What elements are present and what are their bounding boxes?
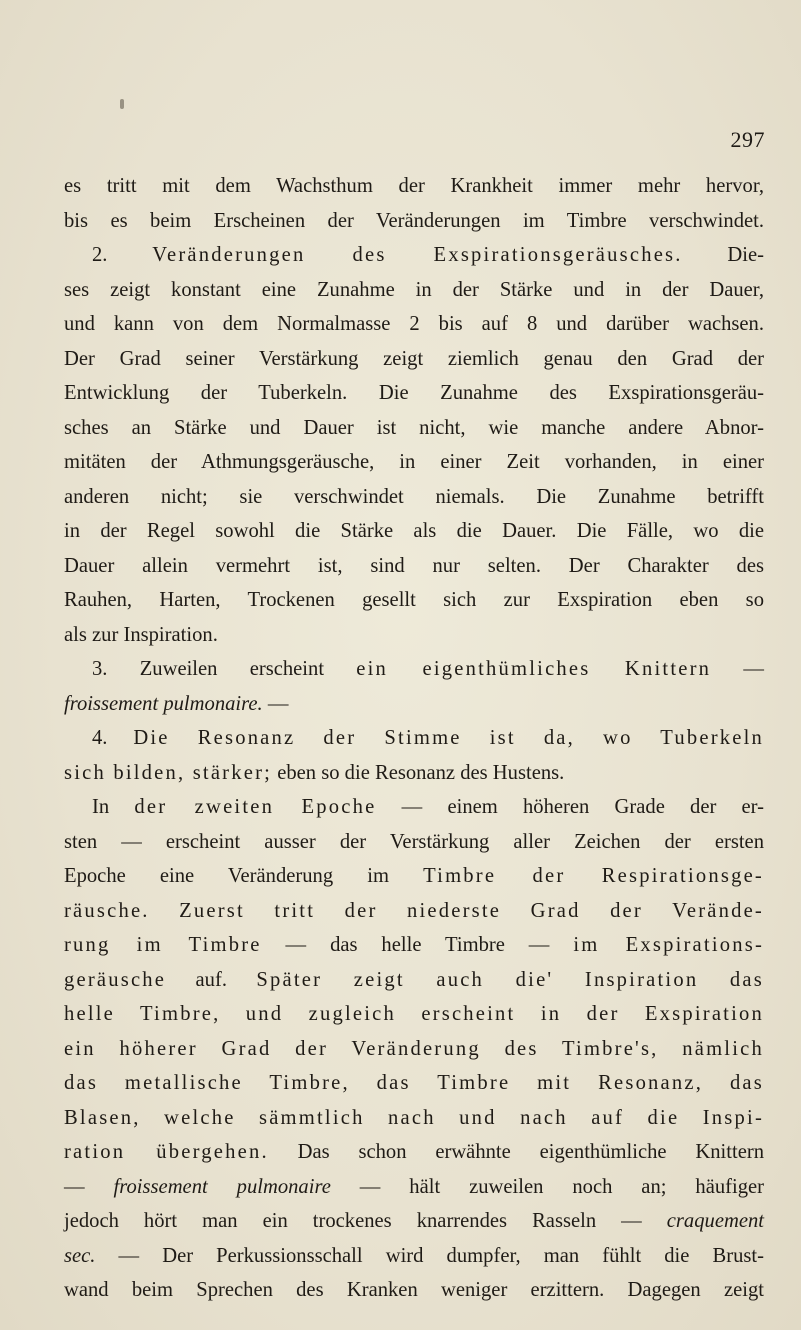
text-run: 2. xyxy=(92,244,153,266)
text-run: — Der Perkussionsschall wird dumpfer, man fühlt die Brust- xyxy=(95,1244,764,1267)
text-run: froissement pulmonaire xyxy=(113,1175,331,1198)
text-run: rung im Timbre xyxy=(64,934,262,956)
text-run: sec. xyxy=(64,1244,96,1267)
text-run: ses zeigt konstant eine Zunahme in der Stärke und in der Dauer, xyxy=(64,278,764,301)
text-line xyxy=(64,825,764,860)
text-run: Die- xyxy=(682,244,765,266)
text-run: eben so die Resonanz des Hustens. xyxy=(272,761,565,784)
text-line xyxy=(64,583,764,618)
text-run: wand beim Sprechen des Kranken weniger erzittern. Dagegen zeigt xyxy=(64,1279,764,1301)
text-line xyxy=(64,894,764,929)
text-run: sten — erscheint ausser der Verstärkung aller Zeichen der ersten xyxy=(64,830,764,853)
text-line xyxy=(64,480,764,515)
text-run: das metallische Timbre, das Timbre mit Resonanz, das xyxy=(64,1072,764,1094)
text-line xyxy=(64,1066,764,1101)
text-line xyxy=(64,169,764,204)
page-number: 297 xyxy=(730,127,765,152)
text-run: geräusche xyxy=(64,968,167,991)
text-run: ein höherer Grad der Veränderung des Timbre's, nämlich xyxy=(64,1037,764,1060)
paper-speck xyxy=(120,99,124,109)
text-run: und kann von dem Normalmasse 2 bis auf 8 und darüber wachsen. xyxy=(64,313,764,335)
text-run: sches an Stärke und Dauer ist nicht, wie manche andere Abnor- xyxy=(64,416,764,439)
text-run: ration übergehen. xyxy=(64,1141,269,1163)
text-run: — einem höheren Grade der er- xyxy=(376,796,764,818)
text-line xyxy=(64,756,764,791)
text-run: 4. xyxy=(92,727,134,749)
text-line xyxy=(64,1239,764,1274)
text-run: auf. xyxy=(166,968,257,991)
text-run: Der Grad seiner Verstärkung zeigt ziemlich genau den Grad der xyxy=(64,347,764,370)
text-line xyxy=(64,652,764,687)
text-line xyxy=(64,204,764,239)
text-line xyxy=(64,514,764,549)
text-line xyxy=(64,928,764,963)
text-run: der zweiten Epoche xyxy=(134,796,377,818)
text-line xyxy=(64,238,764,273)
text-line xyxy=(64,1273,764,1308)
text-line xyxy=(64,445,764,480)
text-run: sich bilden, stärker; xyxy=(64,761,273,784)
text-run: craquement xyxy=(666,1210,764,1232)
text-line xyxy=(64,1135,764,1170)
text-run: — xyxy=(64,1175,114,1198)
text-run: Veränderungen des Exspirationsgeräusches. xyxy=(152,244,683,266)
text-run: froissement pulmonaire. xyxy=(64,692,263,715)
text-run: Dauer allein vermehrt ist, sind nur selten. Der Charakter des xyxy=(64,554,764,577)
text-run: ein eigenthümliches Knittern xyxy=(356,658,712,680)
text-run: — xyxy=(262,692,289,715)
text-run: anderen nicht; sie verschwindet niemals. Die Zunahme betrifft xyxy=(64,485,764,508)
text-line xyxy=(64,997,764,1032)
text-line xyxy=(64,342,764,377)
text-run: Epoche eine Veränderung im xyxy=(64,865,424,887)
text-run: Die Resonanz der Stimme ist da, wo Tuberkeln xyxy=(133,727,765,749)
text-run: — hält zuweilen noch an; häufiger xyxy=(330,1175,765,1198)
text-line xyxy=(64,549,764,584)
text-run: bis es beim Erscheinen der Veränderungen im Timbre verschwindet. xyxy=(64,209,764,232)
text-line xyxy=(64,273,764,308)
body-text xyxy=(64,169,764,1308)
text-run: helle Timbre, und zugleich erscheint in der Exspiration xyxy=(64,1003,764,1025)
text-line xyxy=(64,1101,764,1136)
text-run: — xyxy=(711,658,764,680)
text-line xyxy=(64,1204,764,1239)
text-line xyxy=(64,963,764,998)
text-line xyxy=(64,376,764,411)
text-run: im Exspirations- xyxy=(573,934,765,956)
text-line xyxy=(64,618,764,653)
text-line xyxy=(64,721,764,756)
text-run: In xyxy=(92,796,135,818)
text-run: Rauhen, Harten, Trockenen gesellt sich zur Exspiration eben so xyxy=(64,589,764,611)
text-run: Timbre der Respirationsge- xyxy=(423,865,764,887)
text-run: — das helle Timbre — xyxy=(261,934,574,956)
text-run: es tritt mit dem Wachsthum der Krankheit immer mehr hervor, xyxy=(64,175,764,197)
text-run: in der Regel sowohl die Stärke als die Dauer. Die Fälle, wo die xyxy=(64,520,764,542)
text-run: Entwicklung der Tuberkeln. Die Zunahme des Exspirationsgeräu- xyxy=(64,382,764,404)
text-line xyxy=(64,411,764,446)
text-line xyxy=(64,307,764,342)
text-run: jedoch hört man ein trockenes knarrendes Rasseln — xyxy=(64,1210,667,1232)
text-run: 3. Zuweilen erscheint xyxy=(92,658,357,680)
text-run: Blasen, welche sämmtlich nach und nach auf die Inspi- xyxy=(64,1106,764,1129)
text-line xyxy=(64,1170,764,1205)
text-line xyxy=(64,687,764,722)
text-line xyxy=(64,790,764,825)
text-run: mitäten der Athmungsgeräusche, in einer Zeit vorhanden, in einer xyxy=(64,451,764,473)
text-run: räusche. Zuerst tritt der niederste Grad der Verände- xyxy=(64,899,764,922)
text-run: Später zeigt auch die' Inspiration das xyxy=(256,968,764,991)
text-run: Das schon erwähnte eigenthümliche Knittern xyxy=(268,1141,764,1163)
text-line xyxy=(64,1032,764,1067)
text-run: als zur Inspiration. xyxy=(64,623,218,646)
text-line xyxy=(64,859,764,894)
